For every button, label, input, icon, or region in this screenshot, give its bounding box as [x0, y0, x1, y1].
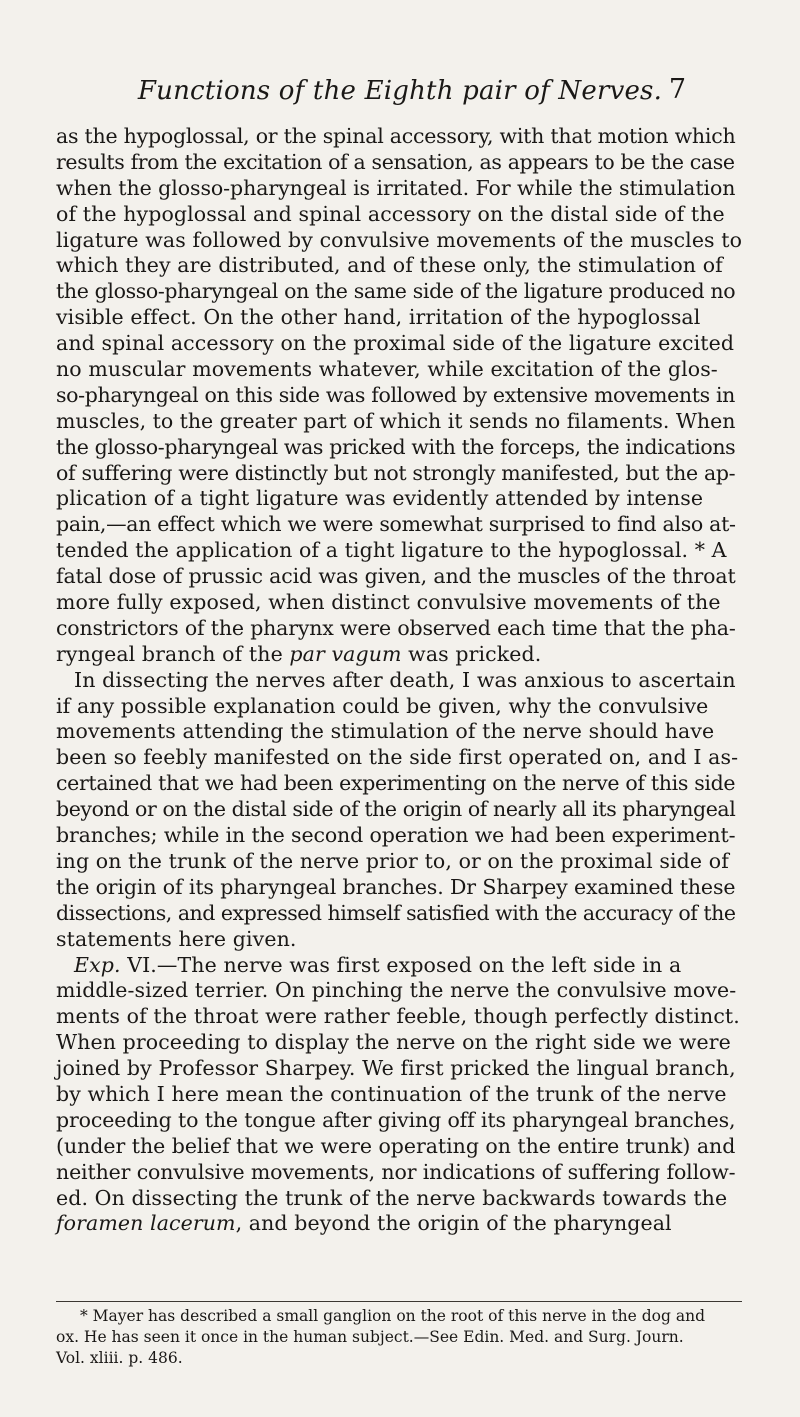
body-line: the glosso-pharyngeal on the same side of the ligature produced no [56, 279, 736, 304]
body-line: so-pharyngeal on this side was followed by extensive movements in [56, 382, 736, 407]
body-line: pain,—an effect which we were somewhat surprised to find also at- [56, 512, 736, 537]
body-line: more fully exposed, when distinct convulsive movements of the [56, 590, 721, 615]
body-line: if any possible explanation could be given, why the convulsive [56, 693, 709, 718]
body-line: ed. On dissecting the trunk of the nerve backwards towards the [56, 1185, 728, 1210]
body-line: ryngeal branch of the par vagum was pricked. [56, 641, 542, 666]
body-line: neither convulsive movements, nor indications of suffering follow- [56, 1159, 736, 1184]
body-line: In dissecting the nerves after death, I was anxious to ascertain [74, 667, 736, 692]
footnote-line: ox. He has seen it once in the human subject.—See Edin. Med. and Surg. Journ. [56, 1328, 684, 1346]
body-line: ing on the trunk of the nerve prior to, or on the proximal side of [56, 848, 729, 873]
body-line: visible effect. On the other hand, irritation of the hypoglossal [56, 305, 701, 330]
body-line: foramen lacerum, and beyond the origin of the pharyngeal [56, 1211, 672, 1236]
body-line: results from the excitation of a sensation, as appears to be the case [56, 149, 735, 174]
footnote-line: Vol. xliii. p. 486. [56, 1349, 183, 1367]
body-line: as the hypoglossal, or the spinal accessory, with that motion which [56, 124, 736, 148]
body-line: ligature was followed by convulsive movements of the muscles to [56, 227, 743, 252]
page-number: 7 [668, 74, 686, 105]
body-line: no muscular movements whatever, while excitation of the glos- [56, 357, 718, 382]
body-line: plication of a tight ligature was evidently attended by intense [56, 486, 704, 511]
body-line: tended the application of a tight ligature to the hypoglossal. * A [56, 538, 727, 563]
footnote-line: * Mayer has described a small ganglion on the root of this nerve in the dog and [80, 1307, 706, 1325]
body-line: of suffering were distinctly but not strongly manifested, but the ap- [56, 460, 736, 485]
running-head: Functions of the Eighth pair of Nerves. [137, 76, 663, 106]
body-line: by which I here mean the continuation of the trunk of the nerve [56, 1081, 727, 1106]
footnote [56, 1306, 742, 1369]
body-line: when the glosso-pharyngeal is irritated. For while the stimulation [56, 175, 736, 200]
body-line: proceeding to the tongue after giving off its pharyngeal branches, [56, 1107, 736, 1132]
body-line: dissections, and expressed himself satisfied with the accuracy of the [56, 900, 736, 925]
body-line: constrictors of the pharynx were observed each time that the pha- [56, 615, 736, 640]
body-line: movements attending the stimulation of the nerve should have [56, 719, 715, 744]
body-line: certained that we had been experimenting on the nerve of this side [56, 771, 736, 796]
body-line: and spinal accessory on the proximal side of the ligature excited [56, 331, 735, 356]
body-line: the glosso-pharyngeal was pricked with the forceps, the indications [56, 434, 736, 459]
body-line: ments of the throat were rather feeble, though perfectly distinct. [56, 1004, 740, 1029]
footnote-rule [56, 1301, 742, 1302]
page-header [0, 72, 800, 112]
body-line: beyond or on the distal side of the origin of nearly all its pharyngeal [56, 797, 736, 822]
body-line: branches; while in the second operation we had been experiment- [56, 823, 736, 848]
body-line: been so feebly manifested on the side first operated on, and I as- [56, 745, 739, 770]
body-line: Exp. VI.—The nerve was first exposed on the left side in a [74, 952, 682, 977]
body-line: the origin of its pharyngeal branches. Dr Sharpey examined these [56, 874, 736, 899]
body-line: fatal dose of prussic acid was given, and the muscles of the throat [56, 564, 736, 589]
body-line: When proceeding to display the nerve on the right side we were [56, 1030, 731, 1055]
body-text [56, 124, 742, 1237]
body-line: middle-sized terrier. On pinching the nerve the convulsive move- [56, 978, 737, 1003]
body-line: (under the belief that we were operating on the entire trunk) and [56, 1133, 736, 1158]
body-line: joined by Professor Sharpey. We first pricked the lingual branch, [56, 1056, 736, 1081]
body-line: of the hypoglossal and spinal accessory on the distal side of the [56, 201, 725, 226]
body-line: statements here given. [56, 926, 297, 951]
body-line: which they are distributed, and of these only, the stimulation of [56, 253, 723, 278]
body-line: muscles, to the greater part of which it sends no filaments. When [56, 408, 736, 433]
